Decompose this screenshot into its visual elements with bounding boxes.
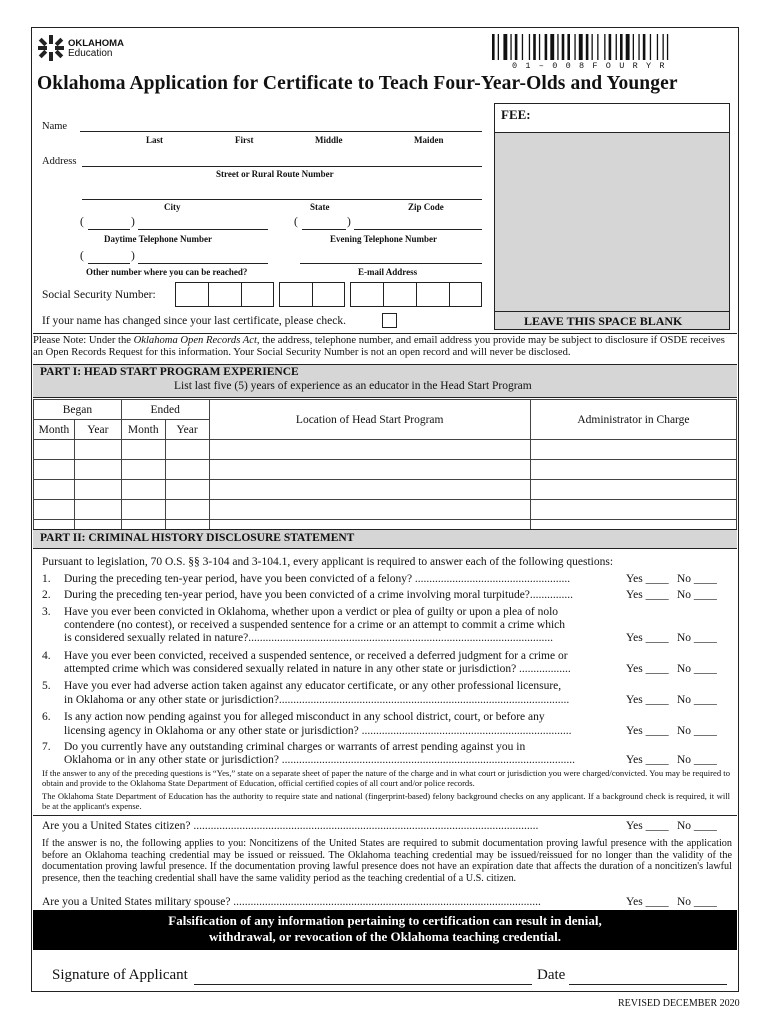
other-paren-open: ( xyxy=(80,250,84,262)
other-paren-close: ) xyxy=(131,250,135,262)
question-2-text: During the preceding ten-year period, have you been convicted of a crime involving moral turpitude?............... xyxy=(64,589,574,601)
signature-label: Signature of Applicant xyxy=(52,967,188,983)
leave-blank-label: LEAVE THIS SPACE BLANK xyxy=(524,314,683,328)
part2-heading: PART II: CRIMINAL HISTORY DISCLOSURE STATEMENT xyxy=(40,532,355,544)
ended-header: Ended xyxy=(121,400,209,420)
fee-payment-area xyxy=(494,132,730,312)
began-header: Began xyxy=(34,400,122,420)
osde-logo xyxy=(37,34,157,62)
question-3-number: 3. xyxy=(42,606,51,618)
question-2-yes[interactable]: Yes ____ xyxy=(626,589,669,601)
question-5-no[interactable]: No ____ xyxy=(677,694,717,706)
headstart-table xyxy=(33,399,737,540)
began-month-header: Month xyxy=(34,420,75,440)
ssn-group-2[interactable] xyxy=(279,282,345,307)
warning-line-2: withdrawal, or revocation of the Oklahoma teaching credential. xyxy=(208,929,562,944)
ended-month-header: Month xyxy=(121,420,165,440)
ssn-group-3[interactable] xyxy=(350,282,482,307)
table-row[interactable] xyxy=(34,460,737,480)
question-7-line-1: Do you currently have any outstanding criminal charges or warrants of arrest pending against you in xyxy=(64,741,526,753)
question-3-no[interactable]: No ____ xyxy=(677,632,717,644)
question-1-yes[interactable]: Yes ____ xyxy=(626,573,669,585)
question-1-text: During the preceding ten-year period, have you been convicted of a felony? ...................................................... xyxy=(64,573,571,585)
date-field[interactable] xyxy=(569,984,727,985)
citizen-question: Are you a United States citizen? ........................................................................................................................ xyxy=(42,820,539,832)
revised-date: REVISED DECEMBER 2020 xyxy=(618,998,740,1009)
citizen-note: If the answer is no, the following applies to you: Noncitizens of the United States are required to submit documentation proving lawful presence with the application before an Oklahoma teaching credential may be issued or reissued. The Oklahoma teaching credential may be issued/reissued for no longer than the validity of the documentation proving lawful presence. If the documentation proving lawful presence does not have an expiration date that affects the duration of a noncitizen's lawful presence, then the teaching credential shall have the same validity period as the teaching credential of a U.S. citizen. xyxy=(42,838,732,884)
page-title: Oklahoma Application for Certificate to Teach Four-Year-Olds and Younger xyxy=(37,73,678,94)
question-5-line-1: Have you ever had adverse action taken against any educator certificate, or any other professional licensure, xyxy=(64,680,562,692)
part1-heading: PART I: HEAD START PROGRAM EXPERIENCE xyxy=(40,366,299,378)
ended-year-header: Year xyxy=(165,420,209,440)
military-spouse-question: Are you a United States military spouse? ........................................................................................................... xyxy=(42,896,541,908)
street-label: Street or Rural Route Number xyxy=(216,169,334,179)
question-6-line-1: Is any action now pending against you for alleged misconduct in any school district, court, or before any xyxy=(64,711,545,723)
daytime-phone-label: Daytime Telephone Number xyxy=(104,234,212,244)
part1-subheading: List last five (5) years of experience as an educator in the Head Start Program xyxy=(174,380,532,392)
divider-1 xyxy=(33,333,737,334)
address-label: Address xyxy=(42,156,77,167)
part2-intro: Pursuant to legislation, 70 O.S. §§ 3-104 and 3-104.1, every applicant is required to answer each of the following questions: xyxy=(42,556,614,568)
question-4-no[interactable]: No ____ xyxy=(677,663,717,675)
background-check-note: The Oklahoma State Department of Education has the authority to require state and national (fingerprint-based) felony background checks on any applicant. If a background check is required, it will be at the applicant's expense. xyxy=(42,791,730,811)
question-7-number: 7. xyxy=(42,741,51,753)
open-records-notice: Please Note: Under the Oklahoma Open Records Act, the address, telephone number, and email address you provide may be subject to disclosure if OSDE receives an Open Records Request for this information. Your Social Security Number is not an open record and will never be disclosed. xyxy=(33,335,725,358)
logo-text-education: Education xyxy=(68,48,113,59)
other-number-label: Other number where you can be reached? xyxy=(86,267,248,277)
other-phone-field[interactable] xyxy=(138,263,268,264)
ssn-label: Social Security Number: xyxy=(42,289,156,301)
question-4-line-1: Have you ever been convicted, received a suspended sentence, or received a deferred judgment for a crime or xyxy=(64,650,568,662)
question-5-number: 5. xyxy=(42,680,51,692)
began-year-header: Year xyxy=(74,420,121,440)
city-label: City xyxy=(164,202,181,212)
location-header: Location of Head Start Program xyxy=(209,400,530,440)
email-field[interactable] xyxy=(300,263,482,264)
evening-paren-open: ( xyxy=(294,216,298,228)
zip-label: Zip Code xyxy=(408,202,444,212)
question-3-line-3: is considered sexually related in nature?.......................................................................................................... xyxy=(64,632,553,644)
table-row[interactable] xyxy=(34,480,737,500)
daytime-area-field[interactable] xyxy=(88,229,130,230)
name-change-label: If your name has changed since your last certificate, please check. xyxy=(42,315,346,327)
evening-phone-field[interactable] xyxy=(354,229,482,230)
state-label: State xyxy=(310,202,330,212)
question-1-no[interactable]: No ____ xyxy=(677,573,717,585)
email-label: E-mail Address xyxy=(358,267,418,277)
name-middle-label: Middle xyxy=(315,135,343,145)
name-label: Name xyxy=(42,121,68,132)
name-first-label: First xyxy=(235,135,254,145)
daytime-paren-close: ) xyxy=(131,216,135,228)
question-4-number: 4. xyxy=(42,650,51,662)
question-6-yes[interactable]: Yes ____ xyxy=(626,725,669,737)
question-1-number: 1. xyxy=(42,573,51,585)
question-6-line-2: licensing agency in Oklahoma or any other state or jurisdiction? ......................................................................... xyxy=(64,725,572,737)
question-3-line-1: Have you ever been convicted in Oklahoma, whether upon a verdict or plea of guilty or upon a plea of nolo xyxy=(64,606,559,618)
barcode-text: 0 1 – 0 0 8 F O U R Y R xyxy=(512,61,667,71)
table-row[interactable] xyxy=(34,500,737,520)
other-area-field[interactable] xyxy=(88,263,130,264)
evening-area-field[interactable] xyxy=(302,229,346,230)
daytime-paren-open: ( xyxy=(80,216,84,228)
citizen-yes[interactable]: Yes ____ xyxy=(626,820,669,832)
date-label: Date xyxy=(537,967,566,983)
name-maiden-label: Maiden xyxy=(414,135,444,145)
logo-text-oklahoma: OKLAHOMA xyxy=(68,38,124,49)
name-change-checkbox[interactable] xyxy=(382,313,397,328)
question-5-yes[interactable]: Yes ____ xyxy=(626,694,669,706)
administrator-header: Administrator in Charge xyxy=(530,400,736,440)
question-2-number: 2. xyxy=(42,589,51,601)
star-icon xyxy=(37,34,65,62)
military-spouse-no[interactable]: No ____ xyxy=(677,896,717,908)
signature-field[interactable] xyxy=(194,984,532,985)
question-7-yes[interactable]: Yes ____ xyxy=(626,754,669,766)
evening-phone-label: Evening Telephone Number xyxy=(330,234,438,244)
question-4-yes[interactable]: Yes ____ xyxy=(626,663,669,675)
question-5-line-2: in Oklahoma or any other state or jurisdiction?..................................................................................................... xyxy=(64,694,570,706)
daytime-phone-field[interactable] xyxy=(138,229,268,230)
question-2-no[interactable]: No ____ xyxy=(677,589,717,601)
question-4-line-2: attempted crime which was considered sexually related in nature in any other state or jurisdiction? .................. xyxy=(64,663,571,675)
question-7-no[interactable]: No ____ xyxy=(677,754,717,766)
question-7-line-2: Oklahoma or in any other state or jurisdiction? ...................................................................................................... xyxy=(64,754,576,766)
question-3-yes[interactable]: Yes ____ xyxy=(626,632,669,644)
table-row[interactable] xyxy=(34,440,737,460)
fee-label: FEE: xyxy=(501,107,531,122)
military-spouse-yes[interactable]: Yes ____ xyxy=(626,896,669,908)
citizen-no[interactable]: No ____ xyxy=(677,820,717,832)
warning-line-1: Falsification of any information pertaining to certification can result in denial, xyxy=(168,913,602,928)
yes-answer-note: If the answer to any of the preceding questions is “Yes,” state on a separate sheet of paper the nature of the charge and in what court or jurisdiction you were charged/convicted. You may be required to obtain and provide to the Oklahoma State Department of Education, official certified copies of all court and/or police records. xyxy=(42,768,730,788)
barcode xyxy=(492,34,732,62)
question-6-number: 6. xyxy=(42,711,51,723)
evening-paren-close: ) xyxy=(347,216,351,228)
city-state-zip-field[interactable] xyxy=(82,199,482,200)
street-field[interactable] xyxy=(82,166,482,167)
question-6-no[interactable]: No ____ xyxy=(677,725,717,737)
name-field[interactable] xyxy=(80,131,482,132)
question-3-line-2: contendere (no contest), or received a suspended sentence for a crime or an attempt to commit a crime which xyxy=(64,619,566,631)
ssn-group-1[interactable] xyxy=(175,282,274,307)
name-last-label: Last xyxy=(146,135,164,145)
divider-2 xyxy=(33,815,737,816)
